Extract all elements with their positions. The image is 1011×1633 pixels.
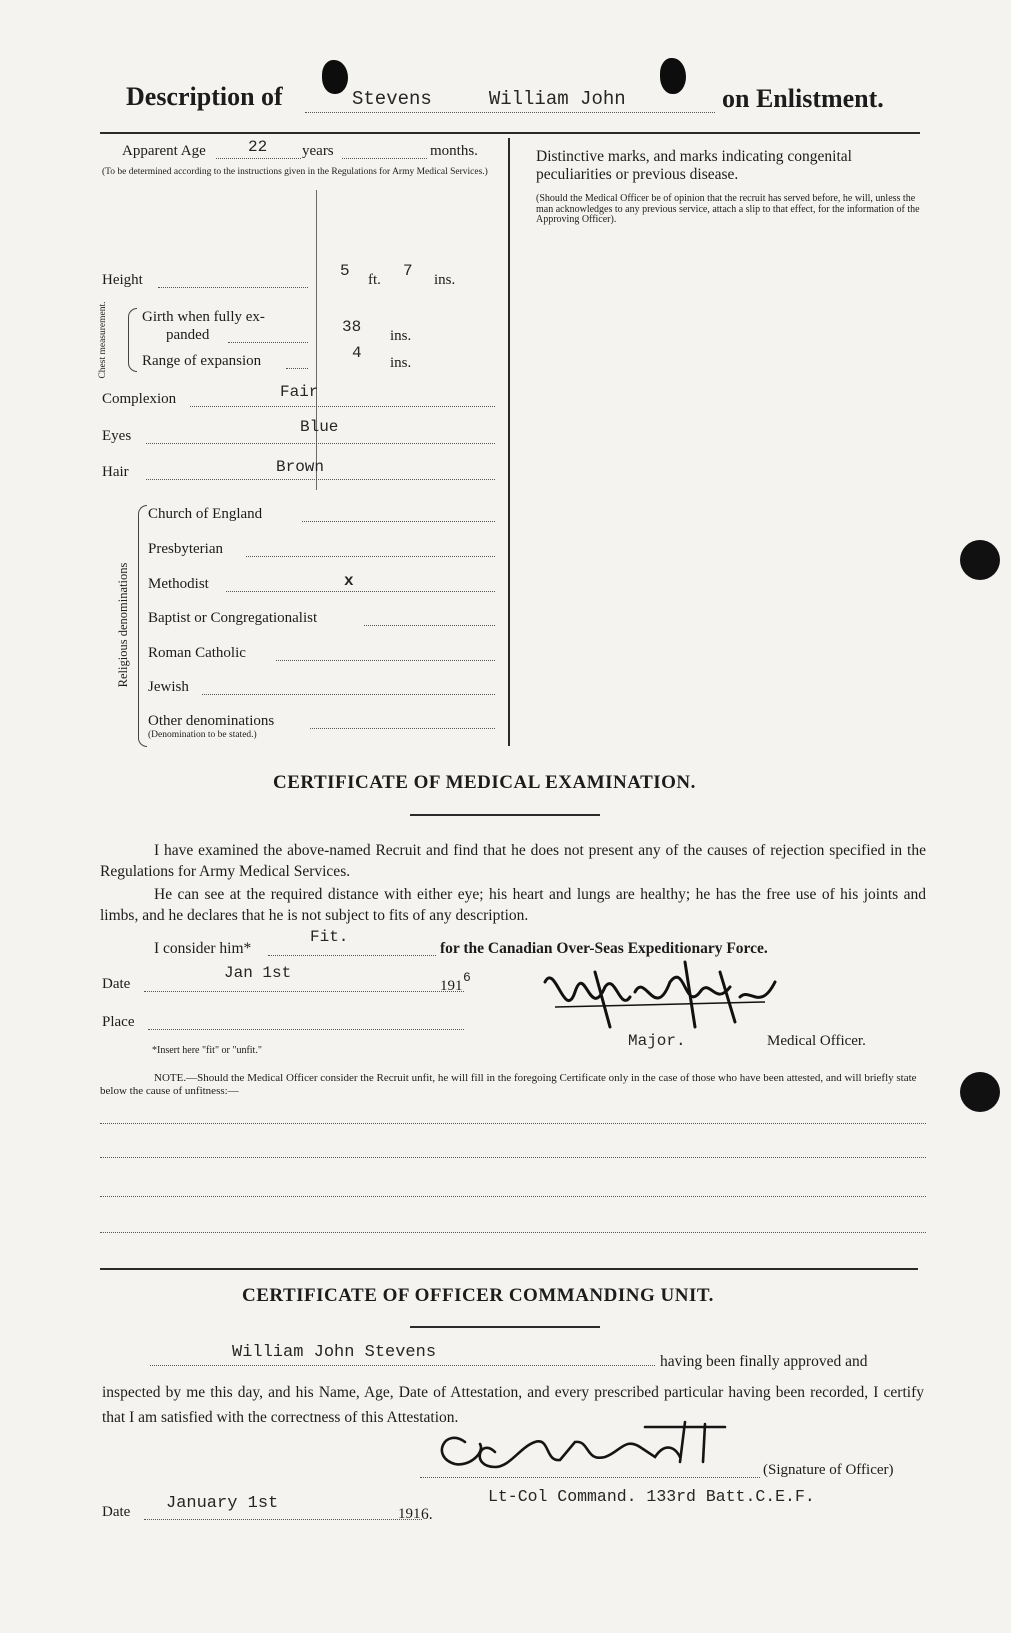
recruit-name-header: Stevens William John bbox=[352, 88, 626, 110]
header-suffix: on Enlistment. bbox=[722, 84, 884, 113]
punch-hole-top bbox=[960, 540, 1000, 580]
consider-label: I consider him* bbox=[154, 940, 252, 957]
medical-date-dots bbox=[144, 991, 464, 992]
religion-presbyterian: Presbyterian bbox=[148, 541, 223, 557]
religion-jewish: Jewish bbox=[148, 679, 189, 695]
commanding-unit: Lt-Col Command. 133rd Batt.C.E.F. bbox=[488, 1487, 815, 1506]
commanding-date-value: January 1st bbox=[166, 1494, 279, 1513]
ft-label: ft. bbox=[368, 272, 381, 288]
commanding-officer-signature bbox=[425, 1412, 745, 1482]
age-label: Apparent Age bbox=[122, 143, 206, 159]
eyes-dots bbox=[146, 443, 495, 444]
complexion-value: Fair bbox=[280, 383, 319, 401]
girth-value: 38 bbox=[342, 318, 362, 336]
hair-value: Brown bbox=[276, 458, 325, 476]
religion-other: Other denominations bbox=[148, 713, 275, 729]
punch-hole-bottom bbox=[960, 1072, 1000, 1112]
range-dots bbox=[286, 368, 308, 369]
section-rule bbox=[100, 1268, 918, 1270]
commanding-date-dots bbox=[144, 1519, 422, 1520]
complexion-dots bbox=[190, 406, 495, 407]
girth-dots bbox=[228, 342, 308, 343]
medical-paragraph-1: I have examined the above-named Recruit and find that he does not present any of the causes of rejection specified in the Regulations for Army Medical Services. bbox=[100, 842, 926, 880]
column-divider bbox=[508, 138, 510, 746]
insert-note: *Insert here "fit" or "unfit." bbox=[152, 1045, 262, 1056]
medical-certificate-title: CERTIFICATE OF MEDICAL EXAMINATION. bbox=[273, 772, 696, 793]
unfitness-line-3 bbox=[100, 1196, 926, 1197]
signature-label: (Signature of Officer) bbox=[763, 1462, 894, 1478]
height-label: Height bbox=[102, 272, 143, 288]
header-name-line bbox=[305, 112, 715, 113]
medical-year-prefix: 191 bbox=[440, 978, 463, 994]
years-label: years bbox=[302, 143, 334, 159]
girth-label-2: panded bbox=[166, 327, 210, 343]
value-column-line bbox=[316, 190, 317, 490]
religion-dots-3 bbox=[364, 625, 495, 626]
religion-dots-6 bbox=[310, 728, 495, 729]
signature-dots bbox=[420, 1477, 760, 1478]
ins-label-range: ins. bbox=[390, 355, 412, 371]
religion-other-note: (Denomination to be stated.) bbox=[148, 730, 257, 740]
distinctive-note: (Should the Medical Officer be of opinion that the recruit has served before, he will, unless the man acknowledges to any previous service, attach a slip to that effect, for the information of the Approving Officer). bbox=[536, 193, 920, 225]
months-label: months. bbox=[430, 143, 478, 159]
height-dots bbox=[158, 287, 308, 288]
religion-methodist: Methodist bbox=[148, 576, 209, 592]
religion-dots-2 bbox=[226, 591, 495, 592]
chest-side-label: Chest measurement. bbox=[98, 301, 108, 379]
unfitness-line-4 bbox=[100, 1232, 926, 1233]
age-dots bbox=[216, 158, 301, 159]
recruit-name-dots bbox=[150, 1365, 655, 1366]
hair-label: Hair bbox=[102, 464, 129, 480]
chest-brace bbox=[128, 308, 137, 372]
medical-paragraph-2: He can see at the required distance with either eye; his heart and lungs are healthy; he has the free use of his joints and limbs, and he declares that he is not subject to fits of any description. bbox=[100, 886, 926, 924]
fit-value: Fit. bbox=[310, 928, 349, 946]
force-label: for the Canadian Over-Seas Expeditionary Force. bbox=[440, 940, 768, 957]
header-rule bbox=[100, 132, 920, 134]
unfitness-line-2 bbox=[100, 1157, 926, 1158]
eyes-value: Blue bbox=[300, 418, 339, 436]
distinctive-heading: Distinctive marks, and marks indicating congenital peculiarities or previous disease. bbox=[536, 148, 852, 183]
commanding-year-prefix: 191 bbox=[398, 1506, 421, 1522]
fit-dots bbox=[268, 955, 436, 956]
age-note: (To be determined according to the instructions given in the Regulations for Army Medical Services.) bbox=[102, 167, 488, 177]
range-label: Range of expansion bbox=[142, 353, 262, 369]
commanding-year-suffix: 6. bbox=[421, 1506, 433, 1523]
medical-officer-signature bbox=[535, 952, 795, 1042]
medical-date-value: Jan 1st bbox=[224, 964, 292, 982]
age-value: 22 bbox=[248, 138, 268, 156]
religion-roman-catholic: Roman Catholic bbox=[148, 645, 246, 661]
medical-title-rule bbox=[410, 814, 600, 816]
height-in-value: 7 bbox=[403, 262, 413, 280]
religion-dots-1 bbox=[246, 556, 495, 557]
girth-label-1: Girth when fully ex- bbox=[142, 309, 265, 325]
religion-dots-5 bbox=[202, 694, 495, 695]
ink-blot-left bbox=[322, 60, 348, 94]
ink-blot-right bbox=[660, 58, 686, 94]
religion-baptist: Baptist or Congregationalist bbox=[148, 610, 318, 626]
commanding-paragraph: inspected by me this day, and his Name, Age, Date of Attestation, and every prescribed particular having been recorded, I certify that I am satisfied with the correctness of this Attestation. bbox=[102, 1384, 924, 1426]
unfitness-line-1 bbox=[100, 1123, 926, 1124]
months-dots bbox=[342, 158, 427, 159]
place-label: Place bbox=[102, 1014, 135, 1030]
range-value: 4 bbox=[352, 344, 362, 362]
approved-label: having been finally approved and bbox=[660, 1353, 868, 1370]
medical-note: NOTE.—Should the Medical Officer consider the Recruit unfit, he will fill in the foregoing Certificate only in the case of those who have been attested, and will briefly state below the cause of unfitness:— bbox=[100, 1072, 917, 1097]
religion-dots-0 bbox=[302, 521, 495, 522]
medical-date-label: Date bbox=[102, 976, 131, 992]
commanding-recruit-name: William John Stevens bbox=[232, 1343, 437, 1362]
medical-officer-label: Medical Officer. bbox=[767, 1033, 866, 1049]
religion-methodist-mark: x bbox=[344, 572, 354, 590]
complexion-label: Complexion bbox=[102, 391, 177, 407]
eyes-label: Eyes bbox=[102, 428, 132, 444]
religion-side-label: Religious denominations bbox=[116, 562, 130, 688]
hair-dots bbox=[146, 479, 495, 480]
header-prefix: Description of bbox=[126, 82, 283, 111]
commanding-date-label: Date bbox=[102, 1504, 131, 1520]
commanding-title-rule bbox=[410, 1326, 600, 1328]
medical-year-suffix: 6 bbox=[463, 970, 471, 985]
ins-label-girth: ins. bbox=[390, 328, 412, 344]
height-ft-value: 5 bbox=[340, 262, 350, 280]
medical-officer-rank: Major. bbox=[628, 1032, 686, 1050]
ins-label-height: ins. bbox=[434, 272, 456, 288]
commanding-certificate-title: CERTIFICATE OF OFFICER COMMANDING UNIT. bbox=[242, 1285, 714, 1306]
place-dots bbox=[148, 1029, 464, 1030]
religion-dots-4 bbox=[276, 660, 495, 661]
religion-church-of-england: Church of England bbox=[148, 506, 263, 522]
